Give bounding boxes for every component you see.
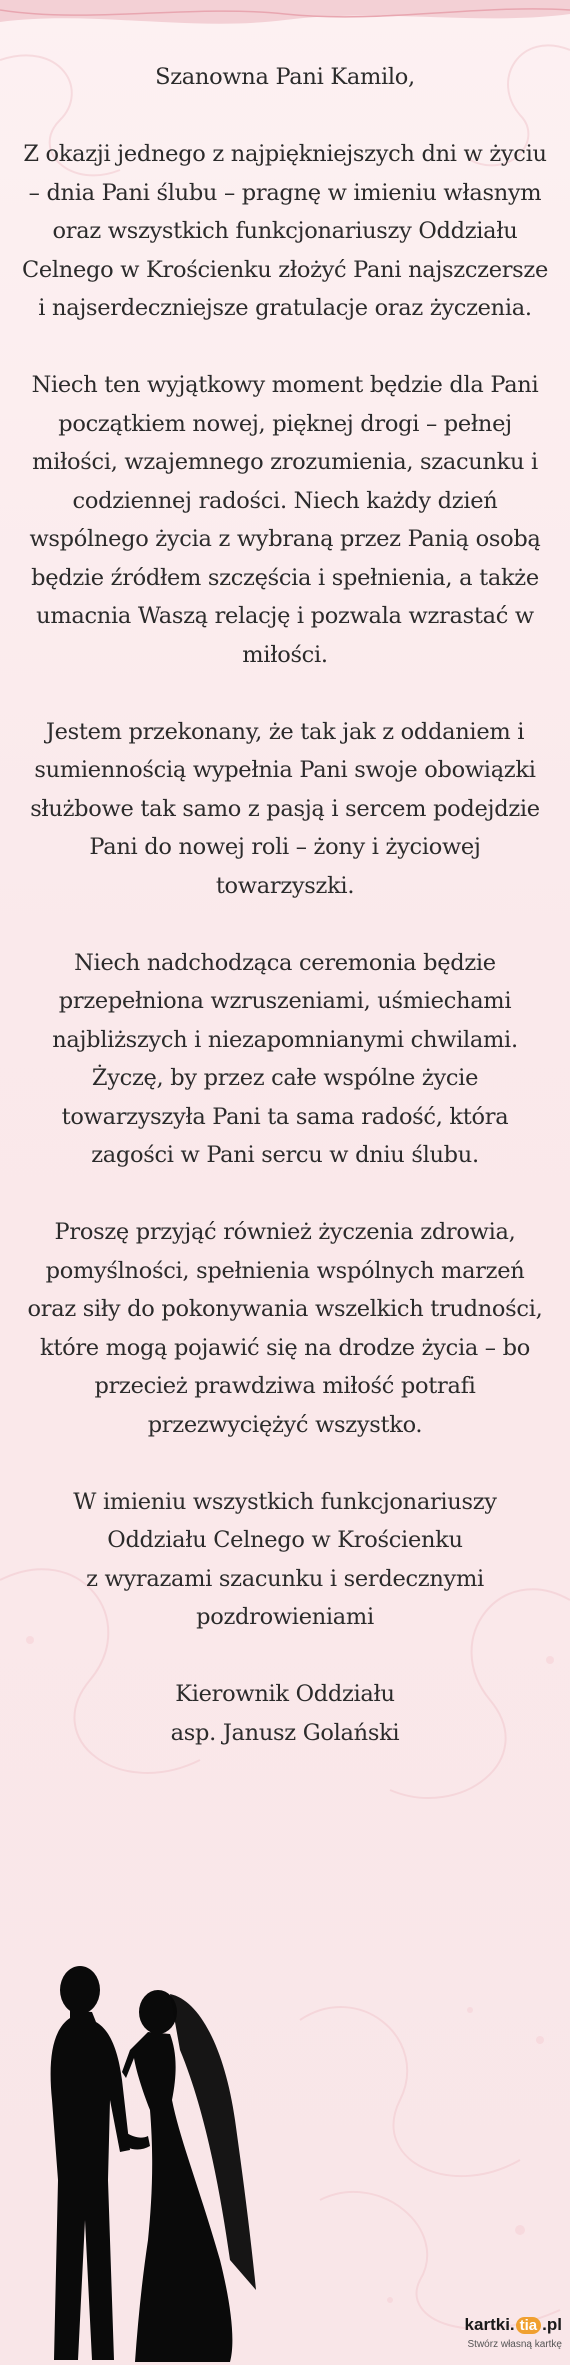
message-paragraph-4: Niech nadchodząca ceremonia będzie przepełniona wzruszeniami, uśmiechami najbliższych i niezapomnianymi chwilami. Życzę, by przez całe wspólne życie towarzyszyła Pani ta sama radość, która zagości w Pani sercu w dniu ślubu. [52,949,518,1168]
logo-name-pre: kartki. [464,2315,515,2334]
closing-line: Oddziału Celnego w Krościenku [107,1527,463,1553]
logo-badge: tia [516,2317,542,2334]
signature-block [20,1675,550,1752]
closing-line: z wyrazami szacunku i serdecznymi [86,1565,484,1592]
top-border-decoration [0,0,570,40]
logo-tagline: Stwórz własną kartkę [467,2339,562,2350]
greeting-line: Szanowna Pani Kamilo, [155,64,415,90]
message-paragraph-1: Z okazji jednego z najpiękniejszych dni w życiu – dnia Pani ślubu – pragnę w imieniu własnym oraz wszystkich funkcjonariuszy Oddziału Celnego w Krościenku złożyć Pani najszczersze i najserdeczniejsze gratulacje oraz życzenia. [21,141,548,321]
card-message [20,58,550,1752]
closing-line: pozdrowieniami [196,1604,374,1630]
signature-name: asp. Janusz Golański [170,1719,400,1746]
signature-title: Kierownik Oddziału [175,1681,395,1707]
logo-wordmark [465,2315,562,2335]
message-paragraph-3: Jestem przekonany, że tak jak z oddaniem i sumiennością wypełnia Pani swoje obowiązki służbowe tak samo z pasją i sercem podejdzie Pani do nowej roli – żony i życiowej towarzyszki. [30,718,540,899]
closing-block [20,1483,550,1637]
message-paragraph-2: Niech ten wyjątkowy moment będzie dla Pani początkiem nowej, pięknej drogi – pełnej miłości, wzajemnego zrozumienia, szacunku i codziennej radości. Niech każdy dzień wspólnego życia z wybraną przez Panią osobą będzie źródłem szczęścia i spełnienia, a także umacnia Waszą relację i pozwala wzrastać w miłości. [29,372,541,668]
logo-name-post: .pl [542,2315,562,2334]
closing-line: W imieniu wszystkich funkcjonariuszy [73,1488,497,1515]
kartki-logo[interactable] [430,2311,562,2357]
couple-silhouette-image [30,1960,260,2365]
message-paragraph-5: Proszę przyjąć również życzenia zdrowia, pomyślności, spełnienia wspólnych marzeń oraz siły do pokonywania wszelkich trudności, które mogą pojawić się na drodze życia – bo przecież prawdziwa miłość potrafi przezwyciężyć wszystko. [27,1219,543,1438]
